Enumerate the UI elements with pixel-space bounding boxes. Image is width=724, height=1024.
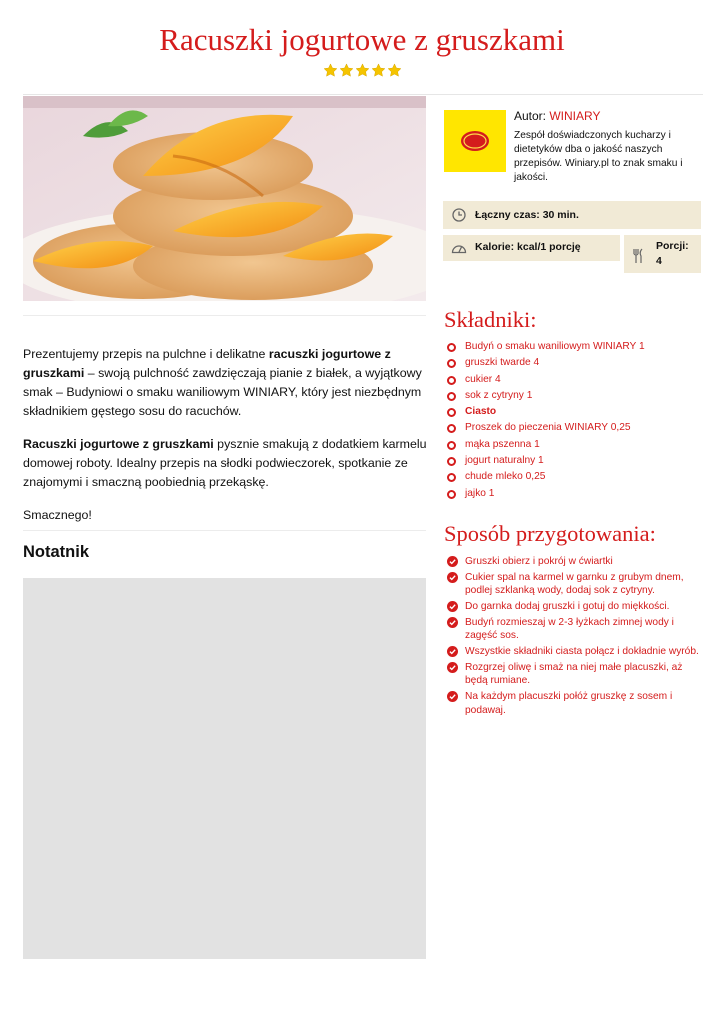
intro-paragraph: Racuszki jogurtowe z gruszkami pysznie smakują z dodatkiem karmelu domowej roboty. Idealny przepis na słodki podwieczorek, spotkanie ze znajomymi i smaczną poobiednią przekąskę. xyxy=(23,437,427,489)
divider xyxy=(23,530,426,531)
method-step: Wszystkie składniki ciasta połącz i dokładnie wyrób. xyxy=(447,645,702,658)
check-circle-icon xyxy=(447,601,458,612)
scale-icon xyxy=(451,241,467,254)
bullet-ring-icon xyxy=(447,457,456,466)
method-step: Gruszki obierz i pokrój w ćwiartki xyxy=(447,555,702,568)
divider xyxy=(23,315,426,316)
author-description: Zespół doświadczonych kucharzy i dietetyków dba o jakość naszych przepisów. Winiary.pl to znak smaku i jakości. xyxy=(514,130,683,183)
bullet-ring-icon xyxy=(447,343,456,352)
clock-icon xyxy=(452,208,466,222)
ingredient-item: cukier 4 xyxy=(447,373,702,389)
bullet-ring-icon xyxy=(447,490,456,499)
rating-stars xyxy=(0,63,724,83)
recipe-photo xyxy=(23,96,426,301)
star-icon xyxy=(339,63,354,78)
star-icon xyxy=(355,63,370,78)
star-icon xyxy=(371,63,386,78)
bullet-ring-icon xyxy=(447,359,456,368)
star-icon xyxy=(323,63,338,78)
calories: Kalorie: kcal/1 porcję xyxy=(443,235,620,261)
winiary-logo-icon xyxy=(460,130,490,152)
check-circle-icon xyxy=(447,572,458,583)
ingredient-item: gruszki twarde 4 xyxy=(447,356,702,372)
notes-title: Notatnik xyxy=(23,543,89,561)
ingredients-title: Składniki: xyxy=(444,307,537,332)
intro-closing: Smacznego! xyxy=(23,508,92,522)
ingredient-item: mąka pszenna 1 xyxy=(447,438,702,454)
method-step: Na każdym placuszki połóż gruszkę z sosem i podawaj. xyxy=(447,690,702,717)
bullet-ring-icon xyxy=(447,424,456,433)
cutlery-icon xyxy=(632,248,644,264)
ingredient-item: Ciasto xyxy=(447,405,702,421)
method-step: Rozgrzej oliwę i smaż na niej małe placuszki, aż będą rumiane. xyxy=(447,661,702,688)
method-step: Budyń rozmieszaj w 2-3 łyżkach zimnej wody i zagęść sos. xyxy=(447,616,702,643)
ingredients-list xyxy=(447,340,702,503)
bullet-ring-icon xyxy=(447,441,456,450)
star-icon xyxy=(387,63,402,78)
portions: Porcji: 4 xyxy=(624,235,701,273)
ingredient-item: chude mleko 0,25 xyxy=(447,470,702,486)
check-circle-icon xyxy=(447,617,458,628)
notes-area[interactable] xyxy=(23,578,426,959)
bullet-ring-icon xyxy=(447,376,456,385)
recipe-intro xyxy=(23,345,427,539)
total-time: Łączny czas: 30 min. xyxy=(443,201,701,229)
check-circle-icon xyxy=(447,556,458,567)
method-title: Sposób przygotowania: xyxy=(444,521,656,546)
author-line: Autor: WINIARY xyxy=(514,109,601,123)
method-step: Cukier spal na karmel w garnku z grubym dnem, podlej szklanką wody, dodaj sok z cytryny. xyxy=(447,571,702,598)
ingredient-item: jajko 1 xyxy=(447,487,702,503)
ingredient-item: Proszek do pieczenia WINIARY 0,25 xyxy=(447,421,702,437)
method-step: Do garnka dodaj gruszki i gotuj do miękkości. xyxy=(447,600,702,613)
ingredient-item: Budyń o smaku waniliowym WINIARY 1 xyxy=(447,340,702,356)
ingredient-item: sok z cytryny 1 xyxy=(447,389,702,405)
check-circle-icon xyxy=(447,646,458,657)
check-circle-icon xyxy=(447,691,458,702)
author-link[interactable]: WINIARY xyxy=(549,109,601,123)
check-circle-icon xyxy=(447,662,458,673)
bullet-ring-icon xyxy=(447,408,456,417)
author-logo xyxy=(444,110,506,172)
divider xyxy=(23,94,703,95)
intro-paragraph: Prezentujemy przepis na pulchne i delikatne racuszki jogurtowe z gruszkami – swoją pulchność zawdzięczają pianie z białek, a wyjątkowy smak – Budyniowi o smaku waniliowym WINIARY, który jest niezbędnym składnikiem gęstego sosu do racuchów. xyxy=(23,347,422,418)
bullet-ring-icon xyxy=(447,473,456,482)
bullet-ring-icon xyxy=(447,392,456,401)
method-steps xyxy=(447,555,702,719)
recipe-title: Racuszki jogurtowe z gruszkami xyxy=(159,22,565,57)
ingredient-item: jogurt naturalny 1 xyxy=(447,454,702,470)
